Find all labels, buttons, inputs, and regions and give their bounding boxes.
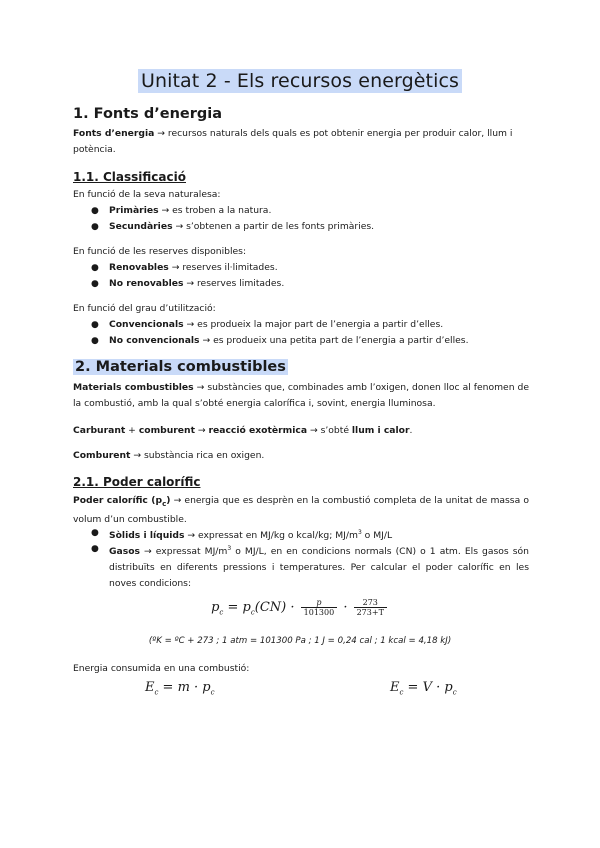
energy-mass-equation: $E_c = m \cdot p_c$ [145,680,215,697]
section-1-heading: 1. Fonts d’energia [73,106,223,122]
bullet: ● [91,320,99,330]
list-item: Renovables → reserves il·limitades. [109,262,278,273]
page-title: Unitat 2 - Els recursos energètics [0,70,600,92]
section-2-heading: 2. Materials combustibles [75,359,286,375]
list-item-solids: Sòlids i líquids → expressat en MJ/kg o kcal/kg; $MJ/m^3$ o MJ/L [109,529,393,542]
group-intro-3: En funció del grau d’utilització: [73,303,216,314]
bullet: ● [91,336,99,346]
list-item-gasos: Gasos → expressat $MJ/m^3$ o MJ/L, en en condicions normals (CN) o 1 atm. Els gasos són distribuïts en diferents pressions i temperatures. Per calcular el poder calorífic en les noves condicions: [109,545,529,590]
list-item: Primàries → es troben a la natura. [109,205,272,216]
list-item: No renovables → reserves limitades. [109,278,285,289]
pressure-fraction: $\frac{p}{101300}$ [301,598,338,617]
energy-intro: Energia consumida en una combustió: [73,663,250,674]
list-item: Convencionals → es produeix la major part de l’energia a partir d’elles. [109,319,444,330]
conversion-note: (ºK = ºC + 273 ; 1 atm = 101300 Pa ; 1 J = 0,24 cal ; 1 kcal = 4,18 kJ) [148,636,452,646]
comburent-definition: Comburent → substància rica en oxigen. [73,450,265,461]
calorific-power-formula: $p_c = p_c(CN)$ · $\frac{p}{101300}$ · $\frac{273}{273+T}$ [0,598,600,617]
section-2-definition: Materials combustibles → substàncies que, combinades amb l’oxigen, donen lloc al fenomen de la combustió, amb la qual s’obté energia calorífica i, sovint, energia lluminosa. [73,382,529,409]
group-intro-2: En funció de les reserves disponibles: [73,246,247,257]
subsection-1-1-heading: 1.1. Classificació [73,170,186,184]
list-item: No convencionals → es produeix una petita part de l’energia a partir d’elles. [109,335,469,346]
bullet: ● [91,263,99,273]
bullet: ● [91,279,99,289]
energy-volume-equation: $E_c = V \cdot p_c$ [390,680,457,697]
bullet: ● [91,206,99,216]
bullet: ● [91,222,99,232]
section-1-definition: Fonts d’energia → recursos naturals dels quals es pot obtenir energia per produir calor, llum i potència. [73,128,513,155]
temperature-fraction: $\frac{273}{273+T}$ [354,598,387,617]
bullet: ● [91,528,99,538]
list-item: Secundàries → s’obtenen a partir de les fonts primàries. [109,221,375,232]
subsection-2-1-heading: 2.1. Poder calorífic [73,475,201,489]
bullet: ● [91,544,99,554]
combustion-reaction-line: Carburant + comburent → reacció exotèrmica → s’obté llum i calor. [73,425,413,436]
poder-calorific-definition: Poder calorífic $(p_c)$ → energia que es desprèn en la combustió completa de la unitat de massa o volum d’un combustible. [73,495,529,525]
group-intro-1: En funció de la seva naturalesa: [73,189,221,200]
